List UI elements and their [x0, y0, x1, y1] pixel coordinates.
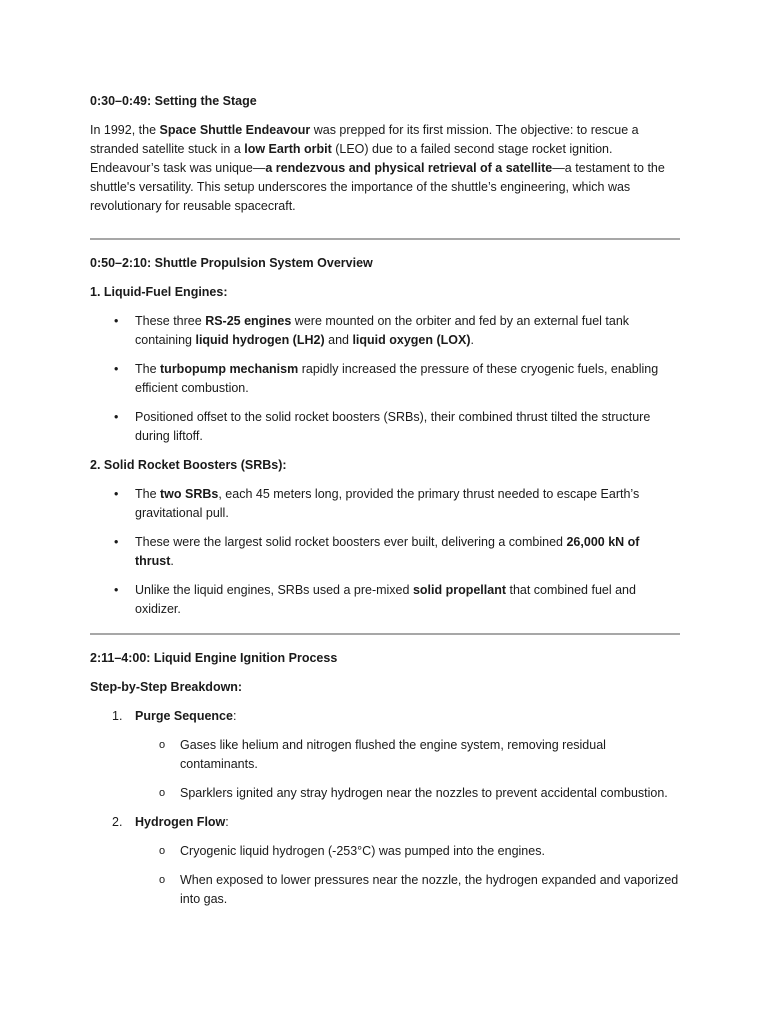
text-run: Cryogenic liquid hydrogen (-253°C) was pumped into the engines.: [180, 844, 545, 858]
text-run: Gases like helium and nitrogen flushed the engine system, removing residual contaminants.: [180, 738, 606, 771]
list-item: [135, 736, 680, 774]
bullet-icon: •: [114, 314, 119, 328]
list-number: 1.: [112, 709, 123, 723]
text-run: .: [170, 554, 174, 568]
list-item: [90, 408, 680, 446]
bullet-icon: •: [114, 535, 119, 549]
circle-bullet-icon: o: [159, 787, 166, 799]
bullet-icon: •: [114, 362, 119, 376]
bullet-icon: •: [114, 487, 119, 501]
text-run: The: [135, 362, 161, 376]
bold-run: two SRBs: [160, 487, 219, 501]
list-item: [90, 312, 680, 350]
bold-run: low Earth orbit: [244, 142, 332, 156]
subheading-solid-rocket-boosters: 2. Solid Rocket Boosters (SRBs):: [90, 458, 287, 472]
bold-run: Space Shuttle Endeavour: [159, 123, 311, 137]
text-run: —a testament to the shuttle's versatility. This setup underscores the importance of the shuttle’s engineering, which was revolutionary for reusable spacecraft.: [90, 161, 665, 213]
list-item: [90, 360, 680, 398]
circle-bullet-icon: o: [159, 874, 166, 886]
text-run: .: [470, 333, 474, 347]
bold-run: solid propellant: [412, 583, 506, 597]
bold-run: a rendezvous and physical retrieval of a satellite: [265, 161, 553, 175]
text-run: When exposed to lower pressures near the nozzle, the hydrogen expanded and vaporized into gas.: [180, 873, 679, 906]
bold-run: liquid hydrogen (LH2): [195, 333, 325, 347]
subheading-liquid-fuel-engines: 1. Liquid-Fuel Engines:: [90, 285, 228, 299]
text-run: rapidly increased the pressure of these cryogenic fuels, enabling efficient combustion.: [135, 362, 659, 395]
text-run: , each 45 meters long, provided the primary thrust needed to escape Earth’s gravitational pull.: [135, 487, 640, 520]
text-run: (LEO) due to a failed second stage rocket ignition. Endeavour’s task was unique—: [90, 142, 613, 175]
horizontal-divider: [90, 238, 680, 240]
list-item: [90, 533, 680, 571]
list-number: 2.: [112, 815, 123, 829]
text-run: These three: [135, 314, 206, 328]
step-title: Purge Sequence: [135, 709, 233, 723]
text-run: The: [135, 487, 161, 501]
bold-run: turbopump mechanism: [160, 362, 299, 376]
text-run: Unlike the liquid engines, SRBs used a pre-mixed: [135, 583, 413, 597]
sub-list: [135, 736, 680, 803]
bullet-icon: •: [114, 583, 119, 597]
bold-run: 26,000 kN of thrust: [135, 535, 640, 568]
section-heading-propulsion-overview: 0:50–2:10: Shuttle Propulsion System Overview: [90, 256, 373, 270]
sub-list: [135, 842, 680, 909]
bullet-icon: •: [114, 410, 119, 424]
text-run: In 1992, the: [90, 123, 160, 137]
section-heading-setting-the-stage: 0:30–0:49: Setting the Stage: [90, 94, 257, 108]
text-run: Positioned offset to the solid rocket boosters (SRBs), their combined thrust tilted the structure during liftoff.: [135, 410, 651, 443]
text-run: and: [324, 333, 353, 347]
document-page: [90, 92, 680, 919]
section-heading-ignition-process: 2:11–4:00: Liquid Engine Ignition Process: [90, 651, 338, 665]
bold-run: RS-25 engines: [205, 314, 292, 328]
list-item: [135, 842, 680, 861]
text-run: :: [225, 815, 229, 829]
circle-bullet-icon: o: [159, 739, 166, 751]
circle-bullet-icon: o: [159, 845, 166, 857]
list-item: [90, 581, 680, 619]
list-item-hydrogen-flow: [90, 813, 680, 909]
list-item-purge-sequence: [90, 707, 680, 803]
subheading-step-by-step: Step-by-Step Breakdown:: [90, 680, 243, 694]
text-run: was prepped for its first mission. The objective: to rescue a stranded satellite stuck in a: [90, 123, 639, 156]
text-run: :: [232, 709, 237, 723]
list-item: [135, 871, 680, 909]
paragraph-setting-the-stage: [90, 121, 680, 216]
bullet-list-liquid-engines: [90, 312, 680, 446]
text-run: were mounted on the orbiter and fed by an external fuel tank containing: [135, 314, 630, 347]
horizontal-divider: [90, 633, 680, 635]
text-run: that combined fuel and oxidizer.: [135, 583, 636, 616]
numbered-list-steps: [90, 707, 680, 909]
bold-run: liquid oxygen (LOX): [352, 333, 471, 347]
text-run: Sparklers ignited any stray hydrogen near the nozzles to prevent accidental combustion.: [180, 786, 668, 800]
list-item: [90, 485, 680, 523]
step-title: Hydrogen Flow: [135, 815, 226, 829]
list-item: [135, 784, 680, 803]
bullet-list-srbs: [90, 485, 680, 619]
text-run: These were the largest solid rocket boosters ever built, delivering a combined: [135, 535, 567, 549]
